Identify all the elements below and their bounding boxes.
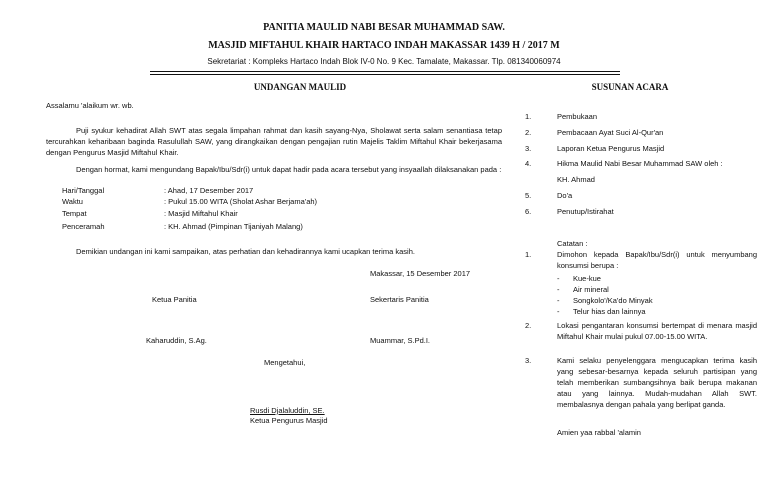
header-divider-thin [150, 74, 620, 75]
agenda-item: 6. Penutup/Istirahat [525, 207, 614, 216]
place-date: Makassar, 15 Desember 2017 [370, 269, 471, 278]
detail-value: : Ahad, 17 Desember 2017 [164, 186, 254, 195]
detail-label: Penceramah [62, 222, 105, 231]
detail-row-time [62, 197, 317, 206]
chair-name: Kaharuddin, S.Ag. [146, 336, 207, 345]
detail-row-date [62, 186, 253, 195]
bullet-item: - Songkolo'/Ka'do Minyak [557, 296, 653, 305]
secretary-name: Muammar, S.Pd.I. [370, 336, 431, 345]
greeting: Assalamu 'alaikum wr. wb. [46, 101, 134, 110]
acknowledged-label: Mengetahui, [264, 358, 306, 367]
agenda-item: 2. Pembacaan Ayat Suci Al-Qur'an [525, 128, 664, 137]
mosque-name: MASJID MIFTAHUL KHAIR HARTACO INDAH MAKASSAR 1439 H / 2017 M [208, 40, 560, 51]
closing-text: Demikian undangan ini kami sampaikan, atas perhatian dan kehadirannya kami ucapkan terima kasih. [76, 247, 415, 256]
detail-row-place [62, 209, 238, 218]
agenda-item: 3. Laporan Ketua Pengurus Masjid [525, 144, 665, 153]
secretariat-address: Sekretariat : Kompleks Hartaco Indah Blok IV-0 No. 9 Kec. Tamalate, Makassar. Tlp. 081340060974 [207, 57, 561, 66]
agenda-item: 4. Hikma Maulid Nabi Besar Muhammad SAW oleh : [525, 159, 723, 168]
agenda-item: 1. Pembukaan [525, 112, 598, 121]
mosque-head-name: Rusdi Djalaluddin, SE. [250, 406, 325, 415]
committee-name: PANITIA MAULID NABI BESAR MUHAMMAD SAW. [263, 22, 505, 33]
invitation-paragraph-2: Dengan hormat, kami mengundang Bapak/Ibu/Sdr(i) untuk dapat hadir pada acara tersebut yang insyaallah dilaksanakan pada : [76, 165, 502, 174]
invitation-title: UNDANGAN MAULID [253, 82, 347, 92]
header-divider-thick [150, 71, 620, 72]
bullet-item: - Air mineral [557, 285, 609, 294]
invitation-paragraph-1: Puji syukur kehadirat Allah SWT atas segala limpahan rahmat dan kasih sayang-Nya, Sholawat serta salam senantiasa tetap tercurahkan keharibaan baginda Rasulullah SAW, yang dirangkaikan dengan pengajian rutin Majelis Taklim Miftahul Khair bekerjasama dengan Pengurus Masjid Miftahul Khair. [46, 126, 502, 157]
detail-label: Tempat [62, 209, 87, 218]
detail-row-speaker [62, 222, 303, 231]
detail-value: : Masjid Miftahul Khair [164, 209, 238, 218]
detail-value: : Pukul 15.00 WITA (Sholat Ashar Berjama'ah) [164, 197, 318, 206]
detail-value: : KH. Ahmad (Pimpinan Tijaniyah Malang) [164, 222, 303, 231]
detail-label: Waktu [62, 197, 83, 206]
detail-label: Hari/Tanggal [62, 186, 105, 195]
secretary-title: Sekertaris Panitia [370, 295, 429, 304]
bullet-item: - Kue-kue [557, 274, 601, 283]
notes-title: Catatan : [557, 239, 588, 248]
agenda-item: 5. Do'a [525, 191, 573, 200]
agenda-speaker: KH. Ahmad [557, 175, 595, 184]
bullet-item: - Telur hias dan lainnya [557, 307, 646, 316]
agenda-title: SUSUNAN ACARA [591, 82, 669, 92]
mosque-head-title: Ketua Pengurus Masjid [250, 416, 328, 425]
chair-title: Ketua Panitia [152, 295, 197, 304]
amen-text: Amien yaa rabbal 'alamin [557, 428, 641, 437]
